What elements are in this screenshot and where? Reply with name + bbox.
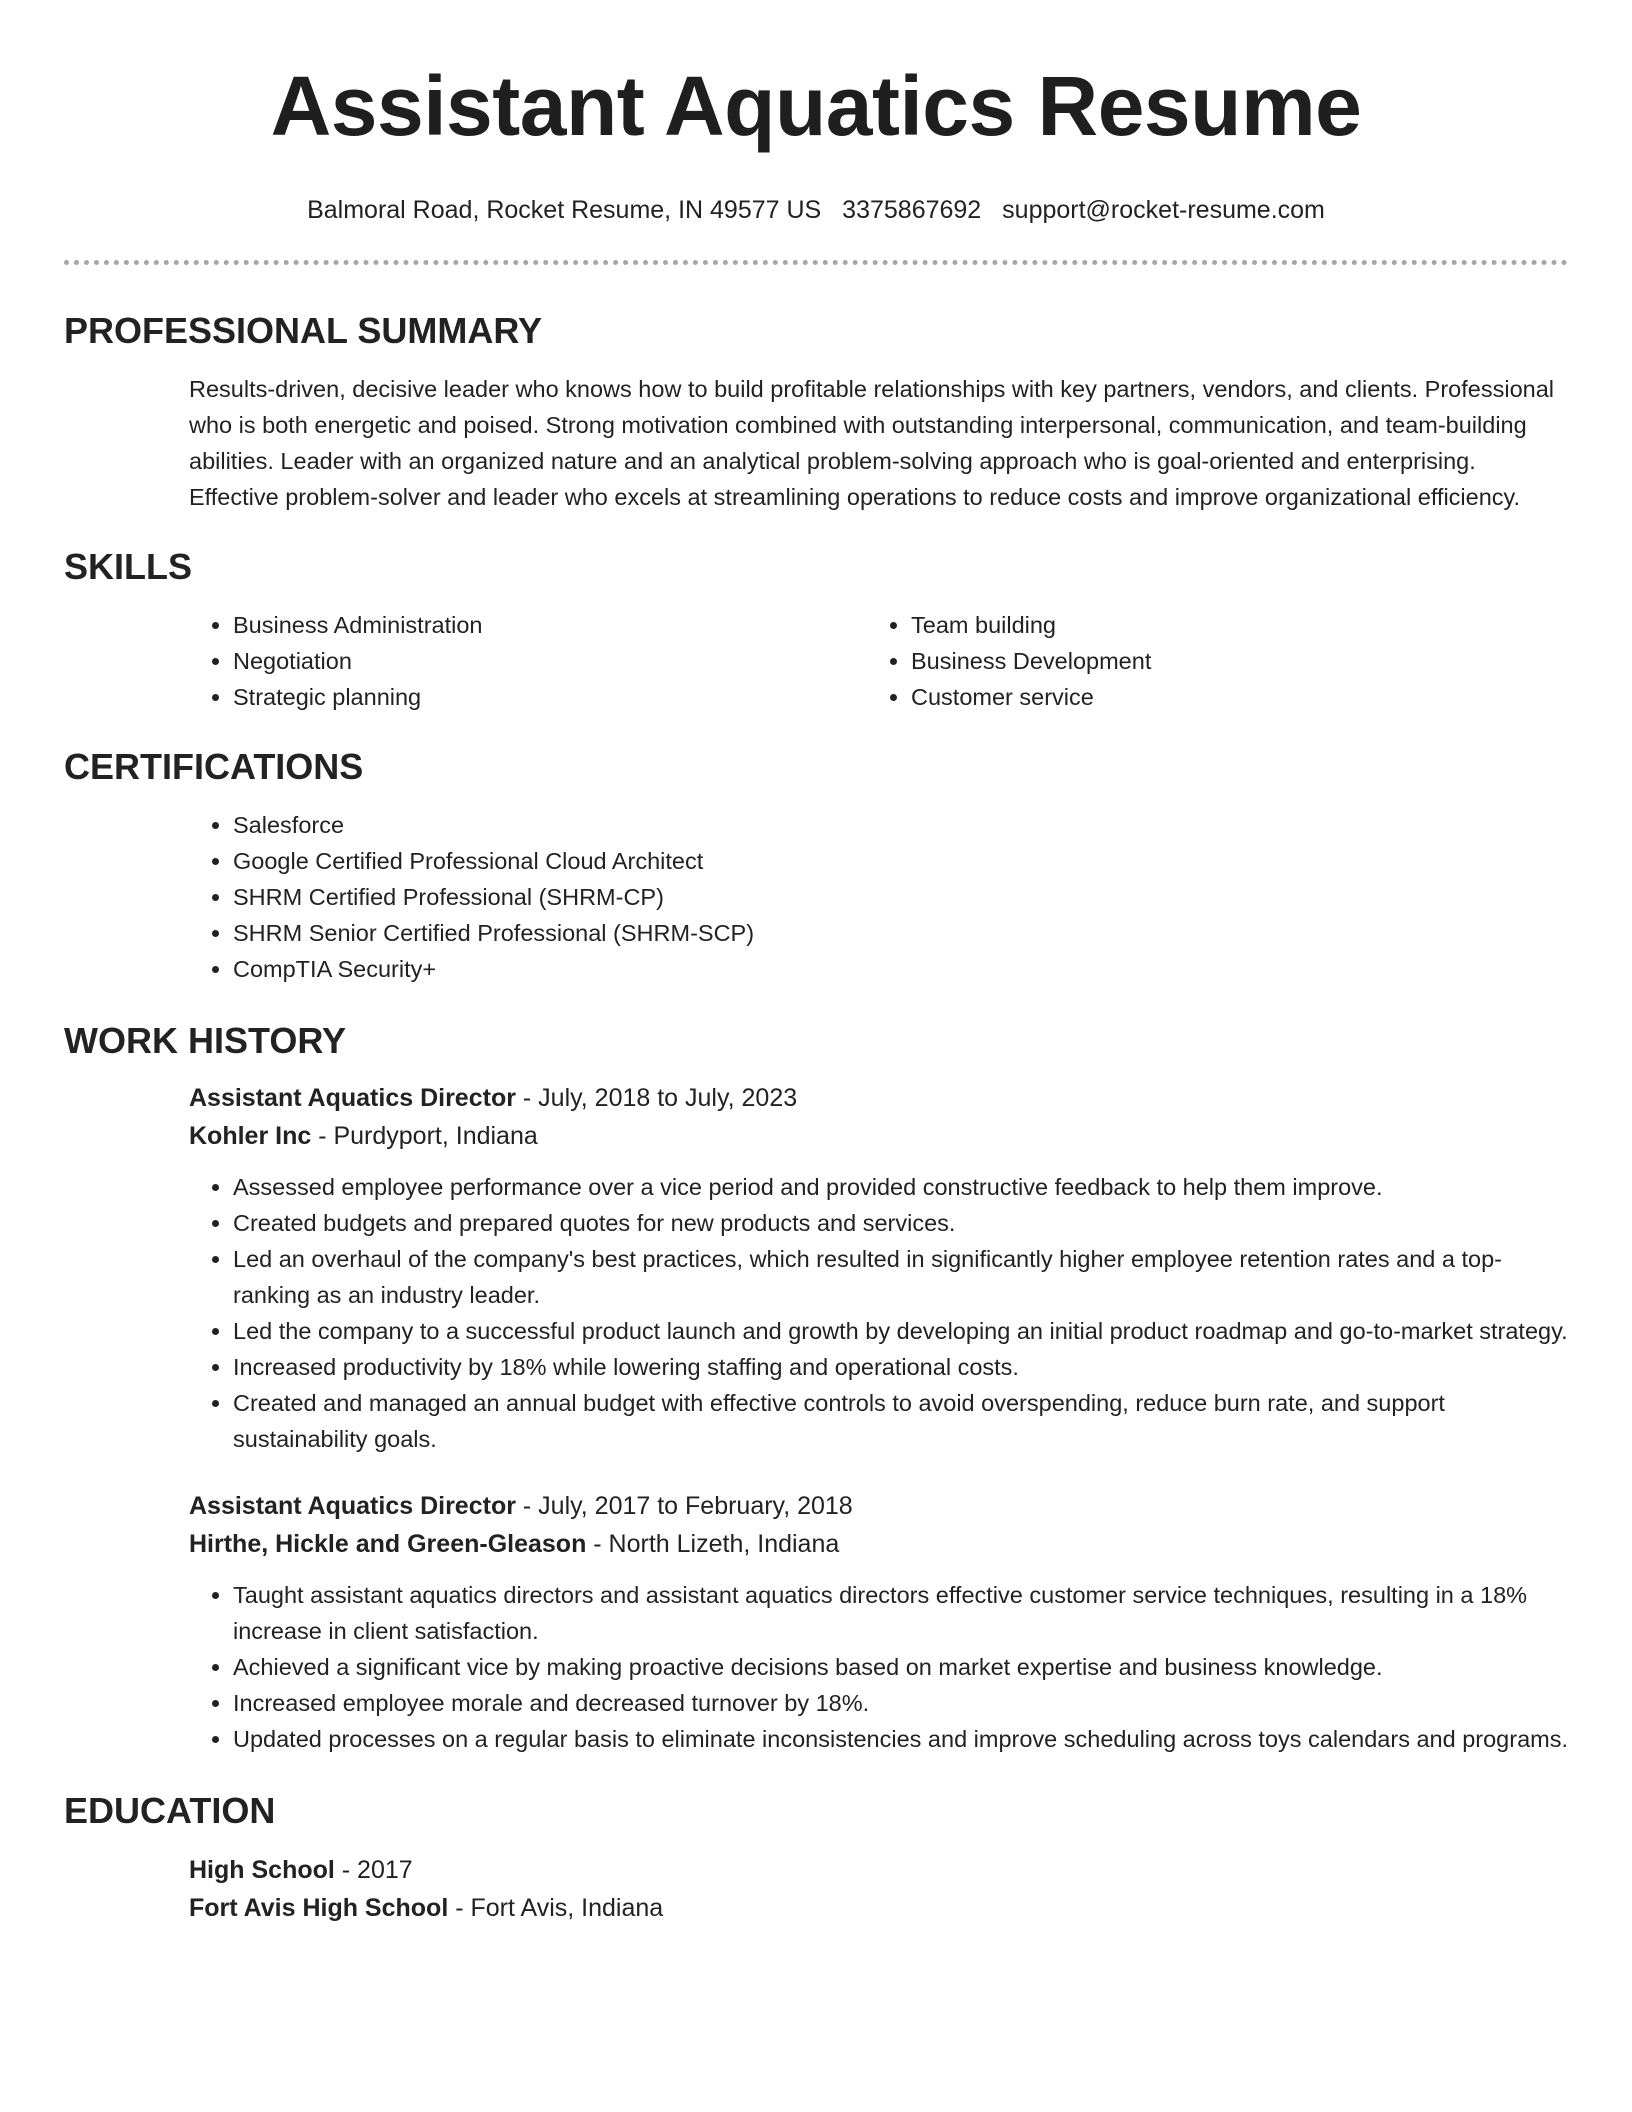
- job-entry: [189, 1079, 1568, 1457]
- header-divider: [64, 260, 1568, 265]
- resume-page: [64, 0, 1568, 1927]
- job-role: Assistant Aquatics Director: [189, 1084, 516, 1112]
- job-location: - Purdyport, Indiana: [311, 1122, 538, 1150]
- certification-item: • Google Certified Professional Cloud Architect: [233, 843, 1568, 879]
- job-bullet: • Created budgets and prepared quotes for new products and services.: [233, 1205, 1568, 1241]
- job-bullet: • Assessed employee performance over a vice period and provided constructive feedback to help them improve.: [233, 1169, 1568, 1205]
- job-role-line: [189, 1079, 1568, 1117]
- section-title-education: EDUCATION: [64, 1790, 276, 1831]
- certification-item: • SHRM Certified Professional (SHRM-CP): [233, 879, 1568, 915]
- job-bullet: • Achieved a significant vice by making proactive decisions based on market expertise and business knowledge.: [233, 1649, 1568, 1685]
- job-dates: - July, 2017 to February, 2018: [515, 1492, 853, 1520]
- resume-title: Assistant Aquatics Resume: [270, 59, 1362, 153]
- job-role-line: [189, 1487, 1568, 1525]
- section-title-work-history: WORK HISTORY: [64, 1020, 347, 1061]
- contact-phone: 3375867692: [842, 196, 982, 224]
- education-school-line: [189, 1889, 1568, 1927]
- skill-item: • Team building: [911, 607, 1568, 643]
- education-school: Fort Avis High School: [189, 1894, 449, 1922]
- education-section: [64, 1789, 1568, 1927]
- job-bullets: [189, 1169, 1568, 1457]
- certifications-list: [189, 807, 1568, 987]
- contact-line: [64, 194, 1568, 226]
- contact-address: Balmoral Road, Rocket Resume, IN 49577 US: [307, 196, 822, 224]
- skills-section: [64, 545, 1568, 715]
- skill-item: • Strategic planning: [233, 679, 867, 715]
- job-location: - North Lizeth, Indiana: [586, 1530, 840, 1558]
- job-company-line: [189, 1117, 1568, 1155]
- education-degree: High School: [189, 1856, 335, 1884]
- job-bullet: • Led an overhaul of the company's best practices, which resulted in significantly higher employee retention rates and a top-ranking as an industry leader.: [233, 1241, 1568, 1313]
- job-company-line: [189, 1525, 1568, 1563]
- job-bullet: • Led the company to a successful product launch and growth by developing an initial product roadmap and go-to-market strategy.: [233, 1313, 1568, 1349]
- education-degree-line: [189, 1851, 1568, 1889]
- job-dates: - July, 2018 to July, 2023: [515, 1084, 798, 1112]
- summary-text: Results-driven, decisive leader who knows how to build profitable relationships with key partners, vendors, and clients. Professional who is both energetic and poised. Strong motivation combined with outstanding interpersonal, communication, and team-building abilities. Leader with an organized nature and an analytical problem-solving approach who is goal-oriented and enterprising. Effective problem-solver and leader who excels at streamlining operations to reduce costs and improve organizational efficiency.: [189, 376, 1554, 510]
- job-bullet: • Updated processes on a regular basis to eliminate inconsistencies and improve scheduling across toys calendars and programs.: [233, 1721, 1568, 1757]
- section-title-summary: PROFESSIONAL SUMMARY: [64, 310, 543, 351]
- skill-item: • Business Administration: [233, 607, 867, 643]
- job-company: Hirthe, Hickle and Green-Gleason: [189, 1530, 587, 1558]
- certifications-section: [64, 745, 1568, 987]
- section-title-skills: SKILLS: [64, 546, 193, 587]
- skill-item: • Customer service: [911, 679, 1568, 715]
- job-bullet: • Increased productivity by 18% while lowering staffing and operational costs.: [233, 1349, 1568, 1385]
- work-history-section: [64, 1019, 1568, 1757]
- job-bullet: • Taught assistant aquatics directors and assistant aquatics directors effective customer service techniques, resulting in a 18% increase in client satisfaction.: [233, 1577, 1568, 1649]
- education-year: - 2017: [334, 1856, 413, 1884]
- certification-item: • Salesforce: [233, 807, 1568, 843]
- summary-section: [64, 309, 1568, 515]
- job-company: Kohler Inc: [189, 1122, 312, 1150]
- contact-email: support@rocket-resume.com: [1002, 196, 1325, 224]
- job-role: Assistant Aquatics Director: [189, 1492, 516, 1520]
- skill-item: • Business Development: [911, 643, 1568, 679]
- certification-item: • SHRM Senior Certified Professional (SHRM-SCP): [233, 915, 1568, 951]
- job-bullet: • Increased employee morale and decreased turnover by 18%.: [233, 1685, 1568, 1721]
- job-bullets: [189, 1577, 1568, 1757]
- education-location: - Fort Avis, Indiana: [448, 1894, 664, 1922]
- skills-list-left: [189, 607, 867, 715]
- skill-item: • Negotiation: [233, 643, 867, 679]
- section-title-certifications: CERTIFICATIONS: [64, 746, 364, 787]
- certification-item: • CompTIA Security+: [233, 951, 1568, 987]
- skills-list-right: [867, 607, 1568, 715]
- job-entry: [189, 1487, 1568, 1757]
- job-bullet: • Created and managed an annual budget with effective controls to avoid overspending, reduce burn rate, and support sustainability goals.: [233, 1385, 1568, 1457]
